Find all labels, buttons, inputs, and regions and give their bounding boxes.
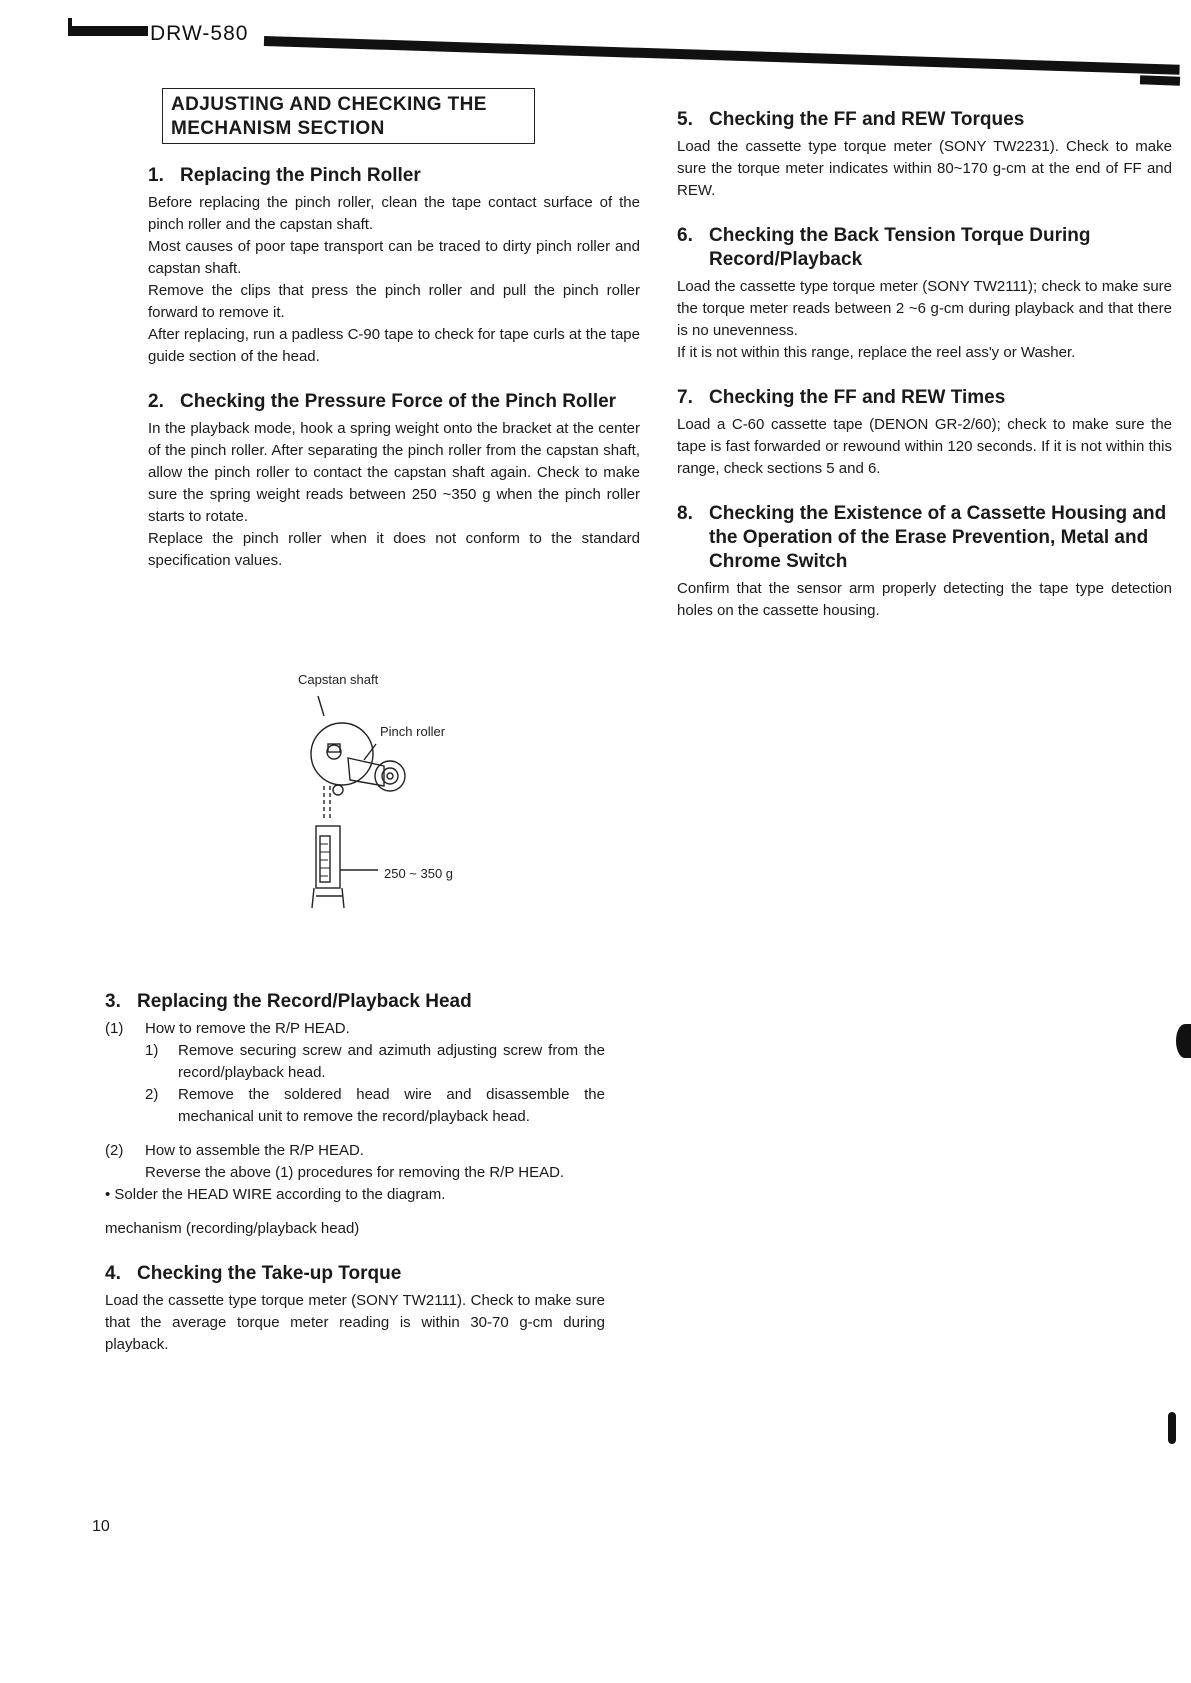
pinch-roller-label: Pinch roller bbox=[380, 724, 446, 739]
subsection-text: How to assemble the R/P HEAD. bbox=[145, 1142, 364, 1159]
step-2 bbox=[145, 1084, 605, 1128]
subsection-text: How to remove the R/P HEAD. bbox=[145, 1020, 350, 1037]
section-main-title bbox=[162, 88, 535, 144]
paragraph: Load the cassette type torque meter (SONY TW2231). Check to make sure the torque meter indicates within 80~170 g-cm at the end of FF and REW. bbox=[677, 138, 1172, 199]
section-title: Checking the FF and REW Times bbox=[709, 387, 1006, 408]
section-3 bbox=[105, 990, 605, 1240]
paragraph: Load the cassette type torque meter (SONY TW2111). Check to make sure that the average torque meter reading is within 30-70 g-cm during playback. bbox=[105, 1292, 605, 1353]
section-6 bbox=[677, 224, 1172, 364]
page-number: 10 bbox=[92, 1518, 110, 1535]
section-7 bbox=[677, 386, 1172, 480]
subsection-marker: (2) bbox=[105, 1142, 124, 1159]
paragraph: Replace the pinch roller when it does not conform to the standard specification values. bbox=[148, 530, 640, 569]
step-marker: 1) bbox=[145, 1042, 159, 1059]
section-4 bbox=[105, 1262, 605, 1356]
subsection-detail: Reverse the above (1) procedures for removing the R/P HEAD. bbox=[145, 1164, 565, 1181]
step-marker: 2) bbox=[145, 1086, 159, 1103]
paragraph: If it is not within this range, replace the reel ass'y or Washer. bbox=[677, 344, 1076, 361]
section-title: Replacing the Record/Playback Head bbox=[137, 991, 472, 1012]
paragraph: Load the cassette type torque meter (SONY TW2111); check to make sure the torque meter reads between 2 ~6 g-cm during playback and that there is no unevenness. bbox=[677, 278, 1172, 339]
section-title: Checking the Pressure Force of the Pinch Roller bbox=[180, 391, 617, 412]
subsection-remove bbox=[105, 1018, 605, 1040]
paragraph: Remove the clips that press the pinch roller and pull the pinch roller forward to remove it. bbox=[148, 282, 640, 321]
section-8 bbox=[677, 502, 1172, 622]
model-title: DRW-580 bbox=[150, 22, 249, 45]
scan-edge-mark bbox=[1168, 1412, 1176, 1444]
header-rule-left bbox=[68, 26, 148, 36]
section-number: 5. bbox=[677, 109, 693, 130]
step-text: Remove securing screw and azimuth adjusting screw from the record/playback head. bbox=[178, 1042, 605, 1081]
left-column bbox=[140, 88, 640, 594]
section-title: Checking the FF and REW Torques bbox=[709, 109, 1025, 130]
right-column bbox=[677, 108, 1172, 644]
subsection-marker: (1) bbox=[105, 1020, 124, 1037]
mechanism-caption: mechanism (recording/playback head) bbox=[105, 1220, 360, 1237]
section-title: Checking the Back Tension Torque During Record/Playback bbox=[709, 225, 1091, 270]
section-title: Checking the Take-up Torque bbox=[137, 1263, 402, 1284]
section-5 bbox=[677, 108, 1172, 202]
section-number: 8. bbox=[677, 503, 693, 524]
solder-note: • Solder the HEAD WIRE according to the diagram. bbox=[105, 1186, 446, 1203]
pinch-roller-diagram bbox=[298, 668, 498, 928]
paragraph: Confirm that the sensor arm properly detecting the tape type detection holes on the cassette housing. bbox=[677, 580, 1172, 619]
section-1 bbox=[148, 164, 640, 368]
section-number: 1. bbox=[148, 165, 164, 186]
scan-edge-mark bbox=[1176, 1024, 1191, 1058]
section-number: 6. bbox=[677, 225, 693, 246]
paragraph: After replacing, run a padless C-90 tape to check for tape curls at the tape guide section of the head. bbox=[148, 326, 640, 365]
paragraph: Load a C-60 cassette tape (DENON GR-2/60); check to make sure the tape is fast forwarded or rewound within 120 seconds. If it is not within this range, check sections 5 and 6. bbox=[677, 416, 1172, 477]
diagram-drawing bbox=[298, 668, 498, 928]
section-title: Checking the Existence of a Cassette Housing and the Operation of the Erase Prevention, Metal and Chrome Switch bbox=[709, 503, 1167, 572]
section-number: 7. bbox=[677, 387, 693, 408]
spring-weight-label: 250 ~ 350 g bbox=[384, 866, 454, 881]
paragraph: Most causes of poor tape transport can be traced to dirty pinch roller and capstan shaft. bbox=[148, 238, 640, 277]
section-number: 2. bbox=[148, 391, 164, 412]
step-text: Remove the soldered head wire and disassemble the mechanical unit to remove the record/playback head. bbox=[178, 1086, 605, 1125]
section-number: 4. bbox=[105, 1263, 121, 1284]
left-column-lower bbox=[105, 990, 605, 1378]
main-title-line1: ADJUSTING AND CHECKING THE bbox=[171, 94, 487, 115]
section-title: Replacing the Pinch Roller bbox=[180, 165, 421, 186]
section-2 bbox=[148, 390, 640, 572]
paragraph: In the playback mode, hook a spring weight onto the bracket at the center of the pinch roller. After separating the pinch roller from the capstan shaft, allow the pinch roller to contact the capstan shaft again. Check to make sure the spring weight reads between 250 ~350 g when the pinch roller starts to rotate. bbox=[148, 420, 640, 525]
header-rule-right bbox=[264, 36, 1180, 75]
main-title-line2: MECHANISM SECTION bbox=[171, 118, 385, 139]
step-1 bbox=[145, 1040, 605, 1084]
section-number: 3. bbox=[105, 991, 121, 1012]
header-rule-end bbox=[1140, 75, 1180, 85]
subsection-assemble bbox=[105, 1140, 605, 1162]
paragraph: Before replacing the pinch roller, clean the tape contact surface of the pinch roller and the capstan shaft. bbox=[148, 194, 640, 233]
capstan-shaft-label: Capstan shaft bbox=[298, 672, 379, 687]
